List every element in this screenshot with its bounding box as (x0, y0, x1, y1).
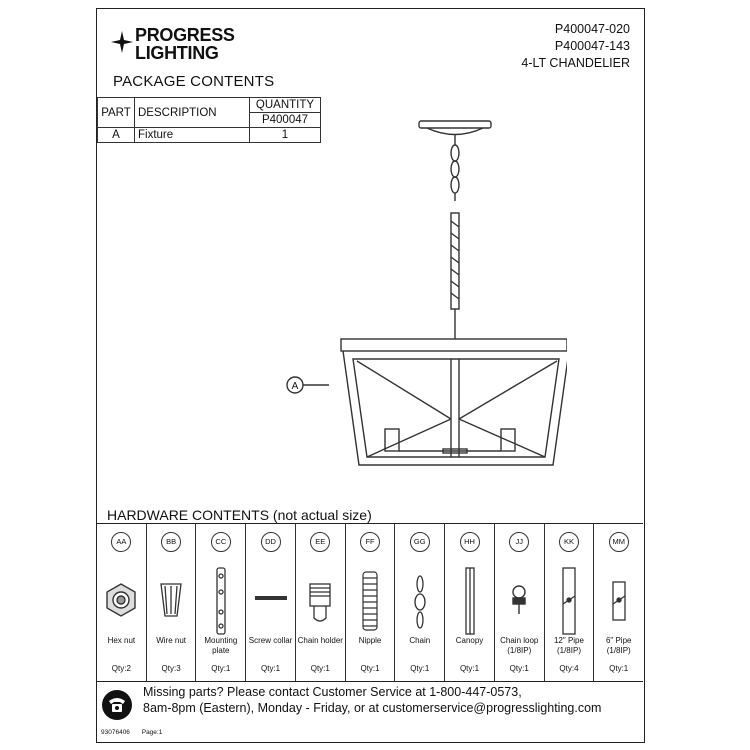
wire-nut-icon (151, 562, 191, 640)
part-name: Chain (409, 636, 431, 645)
contact-info (143, 684, 601, 716)
row-description: Fixture (135, 128, 250, 143)
pipe-12-icon (549, 562, 589, 640)
screw-collar-icon (251, 562, 291, 640)
part-qty: Qty:1 (609, 664, 629, 673)
canopy-icon (450, 562, 490, 640)
hardware-item-hh (445, 524, 495, 681)
part-code: BB (161, 532, 181, 552)
part-qty: Qty:1 (459, 664, 480, 673)
page-number: Page:1 (141, 729, 163, 736)
row-part: A (98, 128, 135, 143)
brand-line1: PROGRESS (135, 25, 235, 45)
doc-id: 93076406 (101, 729, 130, 736)
mounting-plate-icon (201, 562, 241, 640)
part-qty: Qty:1 (509, 664, 529, 673)
instruction-sheet (96, 8, 645, 743)
row-qty: 1 (250, 128, 321, 143)
product-type: 4-LT CHANDELIER (521, 56, 630, 70)
part-qty: Qty:1 (211, 664, 231, 673)
header-quantity: QUANTITY (250, 98, 321, 113)
part-name: 6" Pipe (1/8IP) (605, 636, 632, 655)
part-qty: Qty:3 (161, 664, 181, 673)
part-name: Hex nut (107, 636, 136, 645)
callout-a: A (291, 381, 299, 392)
contact-line1: Missing parts? Please contact Customer Service at 1-800-447-0573, (143, 685, 522, 699)
part-code: JJ (509, 532, 529, 552)
model-number: P400047-143 (554, 39, 630, 53)
model-number: P400047-020 (554, 22, 630, 36)
part-qty: Qty:2 (111, 664, 131, 673)
header-description: DESCRIPTION (135, 98, 250, 128)
hardware-item-aa (97, 524, 147, 681)
part-name: Canopy (455, 636, 484, 645)
chain-loop-icon (499, 562, 539, 640)
phone-icon (101, 689, 133, 721)
part-qty: Qty:1 (360, 664, 380, 673)
part-qty: Qty:1 (310, 664, 330, 673)
hardware-item-bb (147, 524, 197, 681)
hex-nut-icon (101, 562, 141, 640)
part-qty: Qty:4 (559, 664, 579, 673)
part-code: DD (261, 532, 281, 552)
part-name: Nipple (358, 636, 382, 645)
hardware-grid (97, 523, 643, 682)
part-code: MM (609, 532, 629, 552)
part-code: KK (559, 532, 579, 552)
nipple-icon (350, 562, 390, 640)
hardware-item-ff (346, 524, 396, 681)
hardware-item-jj (495, 524, 545, 681)
part-name: 12" Pipe (1/8IP) (553, 636, 584, 655)
brand-logo (111, 17, 271, 63)
package-contents-title: PACKAGE CONTENTS (113, 73, 275, 90)
part-qty: Qty:1 (261, 664, 281, 673)
chain-icon (400, 562, 440, 640)
hardware-item-mm (594, 524, 643, 681)
hardware-item-kk (545, 524, 595, 681)
model-numbers (521, 21, 630, 72)
hardware-item-dd (246, 524, 296, 681)
part-code: EE (310, 532, 330, 552)
header-model: P400047 (250, 113, 321, 128)
hardware-item-ee (296, 524, 346, 681)
header-part: PART (98, 98, 135, 128)
part-qty: Qty:1 (410, 664, 430, 673)
contact-line2: 8am-8pm (Eastern), Monday - Friday, or at customerservice@progresslighting.com (143, 701, 602, 715)
part-code: FF (360, 532, 380, 552)
part-name: Mounting plate (204, 636, 238, 655)
part-code: CC (211, 532, 231, 552)
part-name: Chain holder (297, 636, 343, 645)
part-code: AA (111, 532, 131, 552)
part-name: Chain loop (1/8IP) (500, 636, 539, 655)
chain-holder-icon (300, 562, 340, 640)
part-code: HH (460, 532, 480, 552)
pipe-6-icon (599, 562, 639, 640)
part-code: GG (410, 532, 430, 552)
part-name: Screw collar (248, 636, 293, 645)
hardware-contents-title: HARDWARE CONTENTS (not actual size) (107, 507, 372, 523)
part-name: Wire nut (156, 636, 186, 645)
footer (101, 729, 172, 736)
hardware-item-cc (196, 524, 246, 681)
star-logo-icon (111, 31, 133, 53)
brand-line2: LIGHTING (135, 43, 219, 63)
hardware-item-gg (395, 524, 445, 681)
chandelier-drawing (267, 117, 567, 497)
